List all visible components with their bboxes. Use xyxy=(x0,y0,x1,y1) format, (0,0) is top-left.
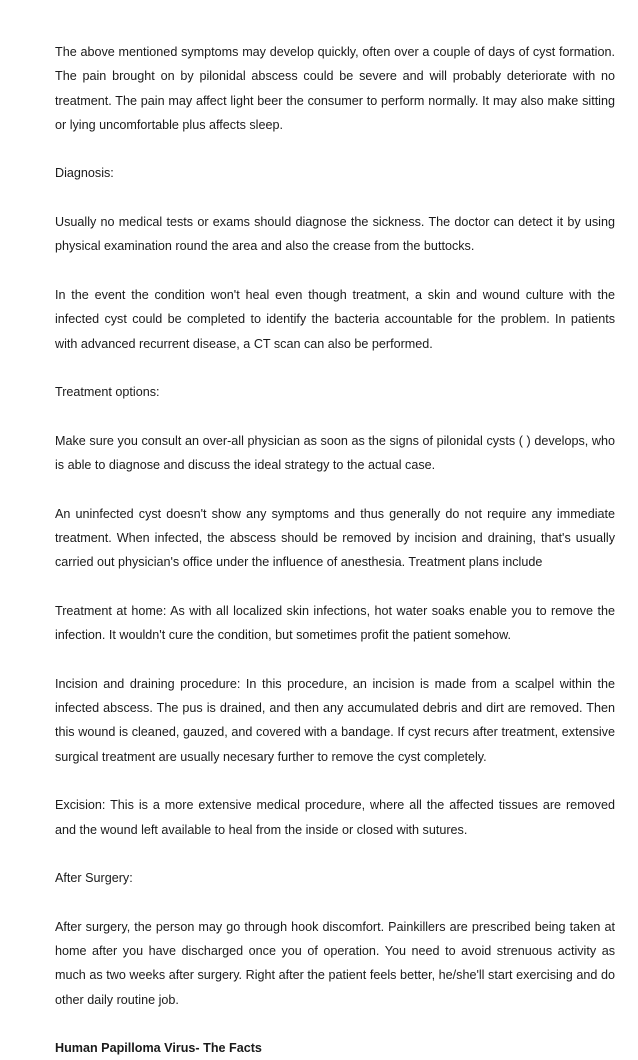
heading-diagnosis: Diagnosis: xyxy=(55,166,114,181)
paragraph-treatment-home: Treatment at home: As with all localized skin infections, hot water soaks enable you to remove the infection. It wouldn't cure the condition, but sometimes profit the patient somehow. xyxy=(55,603,615,643)
paragraph-incision: Incision and draining procedure: In this procedure, an incision is made from a scalpel within the infected abscess. The pus is drained, and then any accumulated debris and dirt are removed. Then this wound is cleaned, gauzed, and covered with a bandage. If cyst recurs after treatment, extensive surgical treatment are usually necesary further to remove the cyst completely. xyxy=(55,676,615,764)
paragraph-symptoms: The above mentioned symptoms may develop quickly, often over a couple of days of cyst formation. The pain brought on by pilonidal abscess could be severe and will probably deteriorate with no treatment. The pain may affect light beer the consumer to perform normally. It may also make sitting or lying uncomfortable plus affects sleep. xyxy=(55,45,615,132)
heading-after-surgery: After Surgery: xyxy=(55,871,133,886)
next-section-heading: Human Papilloma Virus- The Facts xyxy=(55,1041,262,1056)
paragraph-diagnosis: Usually no medical tests or exams should diagnose the sickness. The doctor can detect it by using physical examination round the area and also the crease from the buttocks. xyxy=(55,215,615,254)
paragraph-uninfected-cyst: An uninfected cyst doesn't show any symptoms and thus generally do not require any immediate treatment. When infected, the abscess should be removed by incision and draining, that's usually carried out physician's office under the influence of anesthesia. Treatment plans include xyxy=(55,506,615,570)
paragraph-culture: In the event the condition won't heal even though treatment, a skin and wound culture with the infected cyst could be completed to identify the bacteria accountable for the problem. In patients with advanced recurrent disease, a CT scan can also be performed. xyxy=(55,287,615,351)
heading-treatment-options: Treatment options: xyxy=(55,385,160,400)
document-page xyxy=(55,40,615,1060)
paragraph-consult: Make sure you consult an over-all physician as soon as the signs of pilonidal cysts ( ) develops, who is able to diagnose and discuss the ideal strategy to the actual case. xyxy=(55,433,615,473)
paragraph-excision: Excision: This is a more extensive medical procedure, where all the affected tissues are removed and the wound left available to heal from the inside or closed with sutures. xyxy=(55,798,615,837)
paragraph-after-surgery: After surgery, the person may go through hook discomfort. Painkillers are prescribed being taken at home after you have discharged once you of operation. You need to avoid strenuous activity as much as two weeks after surgery. Right after the patient feels better, he/she'll start exercising and do other daily routine job. xyxy=(55,919,615,1007)
